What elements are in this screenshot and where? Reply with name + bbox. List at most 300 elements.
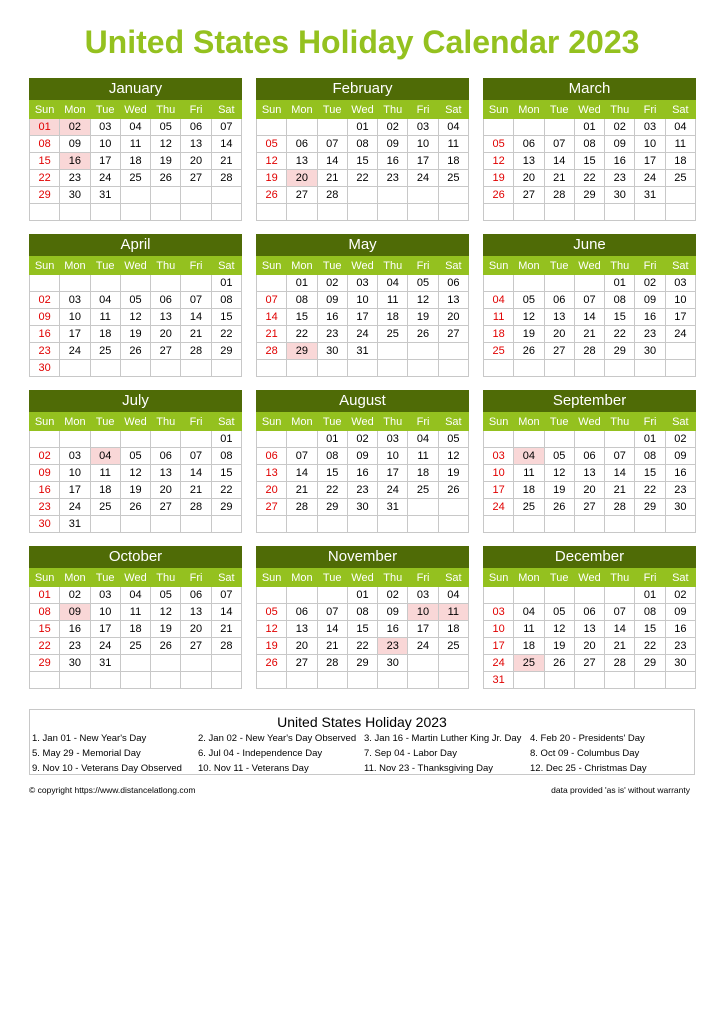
weekday-header: Sat bbox=[438, 257, 468, 275]
empty-day-cell bbox=[60, 431, 90, 448]
day-cell: 12 bbox=[544, 621, 574, 638]
day-cell: 02 bbox=[30, 292, 60, 309]
day-cell: 25 bbox=[665, 170, 695, 187]
day-cell: 18 bbox=[438, 621, 468, 638]
weekday-header: Sun bbox=[257, 569, 287, 587]
day-cell: 08 bbox=[347, 136, 377, 153]
empty-day-cell bbox=[438, 204, 468, 221]
day-cell: 30 bbox=[317, 343, 347, 360]
empty-day-cell bbox=[605, 360, 635, 377]
day-cell: 20 bbox=[181, 153, 211, 170]
weekday-header: Sun bbox=[257, 257, 287, 275]
day-cell: 17 bbox=[60, 482, 90, 499]
empty-day-cell bbox=[257, 275, 287, 292]
day-cell: 14 bbox=[544, 153, 574, 170]
day-cell: 29 bbox=[574, 187, 604, 204]
legend-item: 5. May 29 - Memorial Day bbox=[32, 748, 141, 759]
day-cell: 28 bbox=[257, 343, 287, 360]
day-cell: 01 bbox=[574, 119, 604, 136]
weekday-header: Thu bbox=[378, 101, 408, 119]
day-cell: 04 bbox=[378, 275, 408, 292]
day-cell: 08 bbox=[211, 292, 241, 309]
month-name: June bbox=[483, 234, 696, 256]
day-cell: 07 bbox=[605, 448, 635, 465]
day-cell: 26 bbox=[120, 499, 150, 516]
empty-day-cell bbox=[438, 655, 468, 672]
empty-day-cell bbox=[408, 655, 438, 672]
day-cell: 16 bbox=[635, 309, 665, 326]
day-cell: 27 bbox=[287, 655, 317, 672]
disclaimer-text: data provided 'as is' without warranty bbox=[551, 785, 690, 795]
empty-day-cell bbox=[257, 204, 287, 221]
day-cell: 09 bbox=[317, 292, 347, 309]
month-days-table bbox=[29, 568, 242, 689]
day-cell: 03 bbox=[90, 119, 120, 136]
day-cell: 10 bbox=[60, 465, 90, 482]
day-cell: 01 bbox=[211, 431, 241, 448]
day-cell: 16 bbox=[378, 153, 408, 170]
weekday-header: Tue bbox=[317, 101, 347, 119]
day-cell: 10 bbox=[90, 604, 120, 621]
day-cell: 29 bbox=[635, 655, 665, 672]
day-cell: 23 bbox=[317, 326, 347, 343]
weekday-header: Wed bbox=[574, 257, 604, 275]
day-cell: 03 bbox=[347, 275, 377, 292]
day-cell: 11 bbox=[120, 604, 150, 621]
day-cell: 10 bbox=[484, 465, 514, 482]
weekday-header: Tue bbox=[90, 101, 120, 119]
weekday-header: Thu bbox=[378, 257, 408, 275]
day-cell: 27 bbox=[151, 343, 181, 360]
day-cell: 07 bbox=[211, 119, 241, 136]
weekday-header: Mon bbox=[60, 101, 90, 119]
day-cell: 18 bbox=[120, 621, 150, 638]
empty-day-cell bbox=[120, 204, 150, 221]
empty-day-cell bbox=[408, 672, 438, 689]
day-cell: 20 bbox=[514, 170, 544, 187]
day-cell: 18 bbox=[378, 309, 408, 326]
empty-day-cell bbox=[181, 655, 211, 672]
month-june bbox=[483, 234, 696, 377]
day-cell: 26 bbox=[151, 170, 181, 187]
month-days-table bbox=[256, 256, 469, 377]
day-cell: 24 bbox=[60, 499, 90, 516]
day-cell: 20 bbox=[181, 621, 211, 638]
day-cell: 16 bbox=[665, 465, 695, 482]
day-cell: 28 bbox=[317, 655, 347, 672]
day-cell: 17 bbox=[378, 465, 408, 482]
legend-item: 12. Dec 25 - Christmas Day bbox=[530, 763, 647, 774]
day-cell: 28 bbox=[181, 343, 211, 360]
day-cell: 05 bbox=[484, 136, 514, 153]
day-cell: 08 bbox=[211, 448, 241, 465]
empty-day-cell bbox=[438, 499, 468, 516]
day-cell: 31 bbox=[90, 187, 120, 204]
day-cell: 15 bbox=[211, 309, 241, 326]
month-days-table bbox=[256, 568, 469, 689]
day-cell: 24 bbox=[408, 638, 438, 655]
day-cell: 18 bbox=[514, 638, 544, 655]
month-days-table bbox=[483, 568, 696, 689]
day-cell: 15 bbox=[605, 309, 635, 326]
day-cell: 27 bbox=[181, 638, 211, 655]
empty-day-cell bbox=[347, 187, 377, 204]
weekday-header: Sat bbox=[211, 413, 241, 431]
day-cell: 21 bbox=[257, 326, 287, 343]
day-cell: 05 bbox=[438, 431, 468, 448]
empty-day-cell bbox=[438, 360, 468, 377]
empty-day-cell bbox=[211, 672, 241, 689]
day-cell: 23 bbox=[60, 638, 90, 655]
day-cell: 14 bbox=[605, 621, 635, 638]
day-cell: 24 bbox=[635, 170, 665, 187]
day-cell: 23 bbox=[635, 326, 665, 343]
day-cell: 22 bbox=[30, 638, 60, 655]
weekday-header: Fri bbox=[408, 257, 438, 275]
day-cell: 10 bbox=[378, 448, 408, 465]
day-cell: 11 bbox=[408, 448, 438, 465]
page-title: United States Holiday Calendar 2023 bbox=[84, 24, 640, 60]
month-march bbox=[483, 78, 696, 221]
empty-day-cell bbox=[544, 587, 574, 604]
day-cell: 09 bbox=[30, 309, 60, 326]
day-cell: 25 bbox=[378, 326, 408, 343]
day-cell: 21 bbox=[544, 170, 574, 187]
empty-day-cell bbox=[181, 187, 211, 204]
day-cell: 02 bbox=[347, 431, 377, 448]
month-days-table bbox=[256, 412, 469, 533]
weekday-header: Sat bbox=[438, 101, 468, 119]
weekday-header: Tue bbox=[90, 413, 120, 431]
day-cell: 26 bbox=[151, 638, 181, 655]
weekday-header: Thu bbox=[151, 569, 181, 587]
empty-day-cell bbox=[120, 187, 150, 204]
day-cell: 10 bbox=[90, 136, 120, 153]
holiday-day-cell: 02 bbox=[60, 119, 90, 136]
empty-day-cell bbox=[665, 672, 695, 689]
weekday-header: Wed bbox=[574, 569, 604, 587]
day-cell: 24 bbox=[408, 170, 438, 187]
holiday-day-cell: 25 bbox=[514, 655, 544, 672]
empty-day-cell bbox=[665, 204, 695, 221]
day-cell: 08 bbox=[287, 292, 317, 309]
day-cell: 21 bbox=[181, 326, 211, 343]
holiday-day-cell: 04 bbox=[90, 448, 120, 465]
day-cell: 31 bbox=[60, 516, 90, 533]
empty-day-cell bbox=[574, 587, 604, 604]
day-cell: 24 bbox=[90, 170, 120, 187]
day-cell: 19 bbox=[544, 638, 574, 655]
empty-day-cell bbox=[635, 204, 665, 221]
empty-day-cell bbox=[287, 672, 317, 689]
empty-day-cell bbox=[181, 431, 211, 448]
day-cell: 15 bbox=[347, 621, 377, 638]
empty-day-cell bbox=[317, 204, 347, 221]
weekday-header: Wed bbox=[347, 413, 377, 431]
day-cell: 13 bbox=[287, 153, 317, 170]
day-cell: 03 bbox=[378, 431, 408, 448]
day-cell: 16 bbox=[30, 326, 60, 343]
weekday-header: Mon bbox=[514, 101, 544, 119]
day-cell: 13 bbox=[287, 621, 317, 638]
legend-item: 7. Sep 04 - Labor Day bbox=[364, 748, 457, 759]
day-cell: 27 bbox=[438, 326, 468, 343]
weekday-header: Tue bbox=[90, 569, 120, 587]
day-cell: 29 bbox=[30, 187, 60, 204]
month-name: September bbox=[483, 390, 696, 412]
weekday-header: Tue bbox=[544, 101, 574, 119]
empty-day-cell bbox=[514, 275, 544, 292]
day-cell: 22 bbox=[211, 482, 241, 499]
empty-day-cell bbox=[544, 431, 574, 448]
day-cell: 06 bbox=[574, 448, 604, 465]
day-cell: 09 bbox=[378, 136, 408, 153]
day-cell: 28 bbox=[317, 187, 347, 204]
empty-day-cell bbox=[287, 516, 317, 533]
day-cell: 09 bbox=[378, 604, 408, 621]
weekday-header: Wed bbox=[574, 101, 604, 119]
day-cell: 26 bbox=[120, 343, 150, 360]
empty-day-cell bbox=[574, 360, 604, 377]
day-cell: 24 bbox=[90, 638, 120, 655]
legend-item: 9. Nov 10 - Veterans Day Observed bbox=[32, 763, 182, 774]
day-cell: 16 bbox=[378, 621, 408, 638]
empty-day-cell bbox=[211, 204, 241, 221]
empty-day-cell bbox=[151, 516, 181, 533]
empty-day-cell bbox=[574, 672, 604, 689]
day-cell: 14 bbox=[211, 604, 241, 621]
weekday-header: Sat bbox=[211, 569, 241, 587]
day-cell: 17 bbox=[484, 482, 514, 499]
day-cell: 05 bbox=[257, 136, 287, 153]
day-cell: 08 bbox=[317, 448, 347, 465]
empty-day-cell bbox=[408, 360, 438, 377]
month-april bbox=[29, 234, 242, 377]
day-cell: 02 bbox=[665, 431, 695, 448]
day-cell: 18 bbox=[514, 482, 544, 499]
day-cell: 19 bbox=[120, 326, 150, 343]
weekday-header: Wed bbox=[120, 569, 150, 587]
day-cell: 15 bbox=[211, 465, 241, 482]
day-cell: 06 bbox=[287, 604, 317, 621]
weekday-header: Sat bbox=[665, 101, 695, 119]
day-cell: 23 bbox=[665, 482, 695, 499]
day-cell: 10 bbox=[408, 136, 438, 153]
day-cell: 04 bbox=[408, 431, 438, 448]
empty-day-cell bbox=[378, 204, 408, 221]
empty-day-cell bbox=[90, 672, 120, 689]
empty-day-cell bbox=[408, 516, 438, 533]
weekday-header: Fri bbox=[408, 569, 438, 587]
day-cell: 20 bbox=[287, 638, 317, 655]
day-cell: 24 bbox=[378, 482, 408, 499]
month-name: November bbox=[256, 546, 469, 568]
day-cell: 30 bbox=[665, 655, 695, 672]
day-cell: 17 bbox=[635, 153, 665, 170]
weekday-header: Sun bbox=[30, 569, 60, 587]
day-cell: 15 bbox=[635, 465, 665, 482]
empty-day-cell bbox=[181, 516, 211, 533]
weekday-header: Wed bbox=[120, 101, 150, 119]
day-cell: 25 bbox=[484, 343, 514, 360]
empty-day-cell bbox=[378, 516, 408, 533]
day-cell: 26 bbox=[438, 482, 468, 499]
day-cell: 25 bbox=[120, 638, 150, 655]
day-cell: 21 bbox=[317, 170, 347, 187]
day-cell: 29 bbox=[347, 655, 377, 672]
empty-day-cell bbox=[514, 672, 544, 689]
day-cell: 21 bbox=[605, 482, 635, 499]
day-cell: 26 bbox=[257, 655, 287, 672]
empty-day-cell bbox=[181, 204, 211, 221]
legend-item: 2. Jan 02 - New Year's Day Observed bbox=[198, 733, 357, 744]
empty-day-cell bbox=[605, 587, 635, 604]
empty-day-cell bbox=[287, 360, 317, 377]
day-cell: 16 bbox=[605, 153, 635, 170]
day-cell: 30 bbox=[60, 187, 90, 204]
empty-day-cell bbox=[408, 187, 438, 204]
day-cell: 25 bbox=[438, 638, 468, 655]
empty-day-cell bbox=[257, 672, 287, 689]
weekday-header: Sat bbox=[665, 257, 695, 275]
day-cell: 13 bbox=[181, 604, 211, 621]
empty-day-cell bbox=[181, 360, 211, 377]
month-december bbox=[483, 546, 696, 689]
day-cell: 01 bbox=[635, 431, 665, 448]
weekday-header: Fri bbox=[181, 101, 211, 119]
empty-day-cell bbox=[257, 431, 287, 448]
empty-day-cell bbox=[211, 360, 241, 377]
weekday-header: Wed bbox=[347, 101, 377, 119]
empty-day-cell bbox=[378, 343, 408, 360]
day-cell: 05 bbox=[151, 119, 181, 136]
day-cell: 18 bbox=[484, 326, 514, 343]
month-name: March bbox=[483, 78, 696, 100]
day-cell: 30 bbox=[605, 187, 635, 204]
weekday-header: Mon bbox=[287, 101, 317, 119]
day-cell: 20 bbox=[574, 482, 604, 499]
day-cell: 10 bbox=[347, 292, 377, 309]
day-cell: 23 bbox=[60, 170, 90, 187]
day-cell: 23 bbox=[347, 482, 377, 499]
day-cell: 17 bbox=[408, 621, 438, 638]
weekday-header: Mon bbox=[287, 413, 317, 431]
day-cell: 11 bbox=[665, 136, 695, 153]
day-cell: 06 bbox=[181, 587, 211, 604]
day-cell: 20 bbox=[438, 309, 468, 326]
day-cell: 19 bbox=[257, 170, 287, 187]
day-cell: 04 bbox=[665, 119, 695, 136]
holiday-day-cell: 11 bbox=[438, 604, 468, 621]
weekday-header: Fri bbox=[408, 101, 438, 119]
day-cell: 22 bbox=[30, 170, 60, 187]
day-cell: 01 bbox=[347, 119, 377, 136]
day-cell: 14 bbox=[257, 309, 287, 326]
day-cell: 06 bbox=[514, 136, 544, 153]
empty-day-cell bbox=[635, 360, 665, 377]
day-cell: 03 bbox=[90, 587, 120, 604]
day-cell: 03 bbox=[408, 119, 438, 136]
holiday-day-cell: 20 bbox=[287, 170, 317, 187]
empty-day-cell bbox=[347, 672, 377, 689]
day-cell: 09 bbox=[30, 465, 60, 482]
empty-day-cell bbox=[211, 187, 241, 204]
day-cell: 14 bbox=[317, 153, 347, 170]
empty-day-cell bbox=[484, 204, 514, 221]
holiday-day-cell: 04 bbox=[514, 448, 544, 465]
month-name: December bbox=[483, 546, 696, 568]
empty-day-cell bbox=[484, 275, 514, 292]
weekday-header: Mon bbox=[514, 257, 544, 275]
day-cell: 14 bbox=[181, 465, 211, 482]
day-cell: 09 bbox=[635, 292, 665, 309]
day-cell: 29 bbox=[211, 499, 241, 516]
day-cell: 21 bbox=[211, 621, 241, 638]
day-cell: 19 bbox=[120, 482, 150, 499]
empty-day-cell bbox=[484, 587, 514, 604]
empty-day-cell bbox=[378, 672, 408, 689]
month-november bbox=[256, 546, 469, 689]
day-cell: 25 bbox=[120, 170, 150, 187]
day-cell: 02 bbox=[605, 119, 635, 136]
day-cell: 13 bbox=[181, 136, 211, 153]
day-cell: 19 bbox=[151, 621, 181, 638]
day-cell: 06 bbox=[151, 448, 181, 465]
weekday-header: Mon bbox=[287, 257, 317, 275]
day-cell: 11 bbox=[90, 465, 120, 482]
day-cell: 05 bbox=[151, 587, 181, 604]
holiday-day-cell: 01 bbox=[30, 119, 60, 136]
day-cell: 02 bbox=[30, 448, 60, 465]
weekday-header: Thu bbox=[151, 257, 181, 275]
day-cell: 30 bbox=[347, 499, 377, 516]
day-cell: 12 bbox=[151, 604, 181, 621]
copyright-text: © copyright https://www.distancelatlong.com bbox=[29, 785, 196, 795]
empty-day-cell bbox=[574, 431, 604, 448]
day-cell: 12 bbox=[120, 309, 150, 326]
empty-day-cell bbox=[151, 187, 181, 204]
empty-day-cell bbox=[378, 360, 408, 377]
day-cell: 09 bbox=[665, 448, 695, 465]
empty-day-cell bbox=[30, 672, 60, 689]
weekday-header: Sat bbox=[211, 101, 241, 119]
weekday-header: Wed bbox=[574, 413, 604, 431]
day-cell: 18 bbox=[438, 153, 468, 170]
day-cell: 17 bbox=[484, 638, 514, 655]
day-cell: 27 bbox=[181, 170, 211, 187]
day-cell: 13 bbox=[574, 621, 604, 638]
day-cell: 20 bbox=[574, 638, 604, 655]
day-cell: 16 bbox=[30, 482, 60, 499]
day-cell: 19 bbox=[438, 465, 468, 482]
day-cell: 11 bbox=[514, 465, 544, 482]
weekday-header: Wed bbox=[120, 413, 150, 431]
day-cell: 02 bbox=[378, 587, 408, 604]
empty-day-cell bbox=[605, 516, 635, 533]
day-cell: 21 bbox=[211, 153, 241, 170]
empty-day-cell bbox=[30, 204, 60, 221]
day-cell: 31 bbox=[347, 343, 377, 360]
day-cell: 22 bbox=[287, 326, 317, 343]
day-cell: 07 bbox=[317, 136, 347, 153]
day-cell: 06 bbox=[287, 136, 317, 153]
day-cell: 11 bbox=[484, 309, 514, 326]
day-cell: 02 bbox=[60, 587, 90, 604]
day-cell: 30 bbox=[30, 516, 60, 533]
weekday-header: Tue bbox=[90, 257, 120, 275]
empty-day-cell bbox=[544, 672, 574, 689]
month-name: April bbox=[29, 234, 242, 256]
